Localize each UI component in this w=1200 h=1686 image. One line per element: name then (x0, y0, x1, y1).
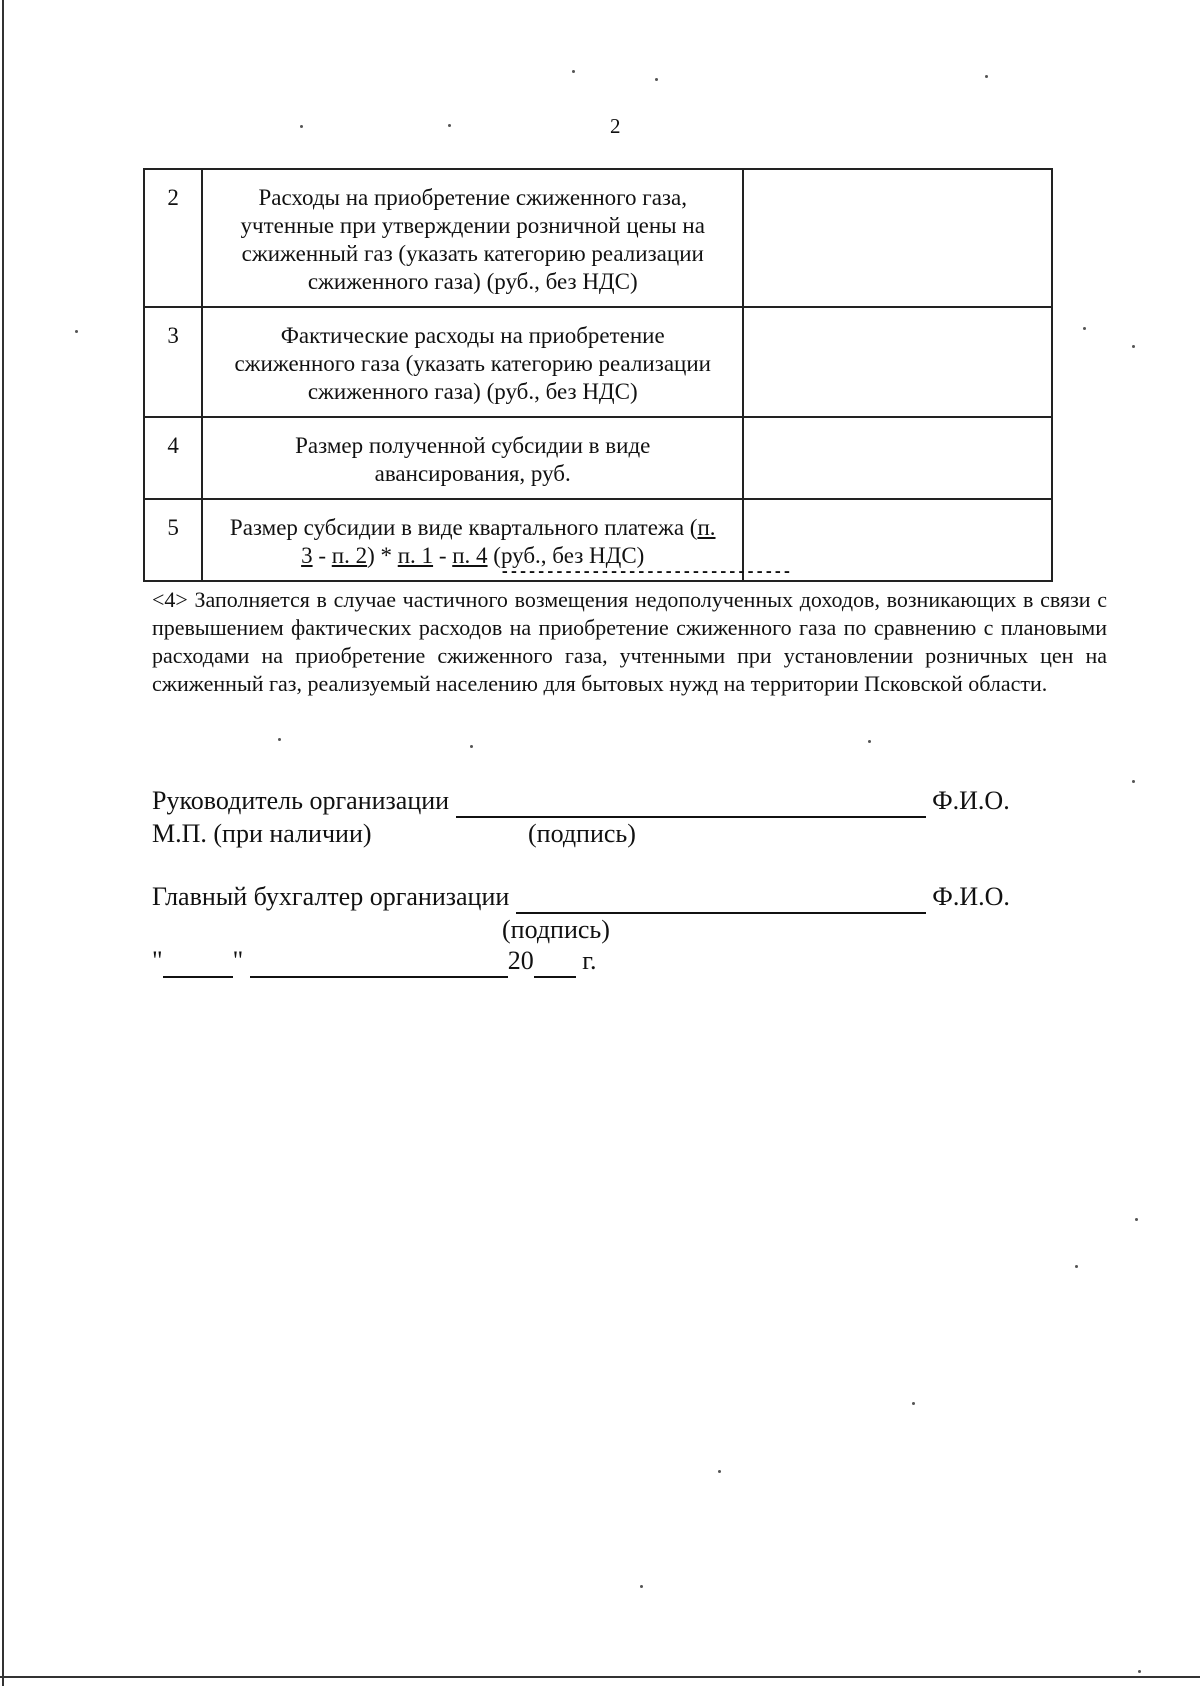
scan-speck (278, 738, 281, 741)
table-row (144, 417, 1052, 499)
row-number: 3 (144, 307, 202, 417)
row-number: 2 (144, 169, 202, 307)
scan-speck (1083, 327, 1086, 330)
page-number: 2 (610, 114, 621, 138)
scan-speck (448, 124, 451, 127)
year-suffix: г. (582, 946, 597, 975)
scan-speck (572, 70, 575, 73)
accountant-signature-line (152, 882, 1010, 914)
description-line: сжиженный газ (указать категорию реализации (241, 241, 704, 266)
scan-speck (655, 78, 658, 81)
accountant-fio: Ф.И.О. (932, 882, 1010, 911)
scan-speck (985, 75, 988, 78)
day-field[interactable] (163, 946, 233, 978)
scan-speck (1132, 780, 1135, 783)
row-description (202, 307, 743, 417)
row-value-cell[interactable] (743, 169, 1052, 307)
formula-ref-link[interactable]: 3 (301, 543, 313, 568)
scan-speck (1135, 1218, 1138, 1221)
accountant-label: Главный бухгалтер организации (152, 882, 510, 911)
scan-speck (300, 125, 303, 128)
scan-speck (912, 1402, 915, 1405)
head-signature-field[interactable] (456, 786, 926, 818)
row-value-cell[interactable] (743, 417, 1052, 499)
head-signature-line (152, 786, 1010, 818)
table-row (144, 169, 1052, 307)
scan-speck (470, 745, 473, 748)
formula-prefix: Размер субсидии в виде квартального платежа ( (229, 515, 698, 540)
formula-ref-link[interactable]: п. (697, 515, 716, 540)
signature-caption: (подпись) (502, 915, 610, 944)
head-label: Руководитель организации (152, 786, 450, 815)
description-line: сжиженного газа (указать категорию реализации (234, 351, 711, 376)
scan-speck (640, 1585, 643, 1588)
head-fio: Ф.И.О. (932, 786, 1010, 815)
scan-speck (75, 330, 78, 333)
row-description (202, 417, 743, 499)
formula-line-1 (215, 514, 730, 542)
formula-operator: ) * (367, 543, 398, 568)
stamp-line (152, 819, 372, 849)
description-line: Размер полученной субсидии в виде (295, 433, 651, 458)
formula-operator: - (433, 543, 453, 568)
description-line: авансирования, руб. (374, 461, 571, 486)
scan-speck (1132, 345, 1135, 348)
form-table (143, 168, 1053, 582)
row-number: 4 (144, 417, 202, 499)
page-border-left (2, 0, 4, 1686)
accountant-signature-field[interactable] (516, 882, 926, 914)
description-line: Расходы на приобретение сжиженного газа, (258, 185, 687, 210)
description-line: учтенные при утверждении розничной цены на (240, 213, 705, 238)
row-number: 5 (144, 499, 202, 581)
year-field[interactable] (534, 946, 576, 978)
footnote-separator: -------------------------------- (500, 563, 792, 581)
quote-close: " (232, 946, 244, 975)
quote-open: " (152, 946, 163, 975)
row-description (202, 169, 743, 307)
scan-speck (1075, 1265, 1078, 1268)
scan-speck (868, 740, 871, 743)
date-line (152, 946, 596, 978)
year-prefix: 20 (507, 946, 534, 975)
signature-caption: (подпись) (528, 819, 636, 848)
description-line: сжиженного газа) (руб., без НДС) (307, 269, 638, 294)
description-line: сжиженного газа) (руб., без НДС) (307, 379, 638, 404)
scan-speck (1138, 1670, 1141, 1673)
page-border-bottom (0, 1676, 1200, 1678)
formula-ref-link[interactable]: п. 4 (452, 543, 488, 568)
stamp-label: М.П. (при наличии) (152, 819, 372, 848)
table-row (144, 307, 1052, 417)
description-line: Фактические расходы на приобретение (280, 323, 665, 348)
formula-suffix: (руб., без НДС) (487, 543, 645, 568)
formula-ref-link[interactable]: п. 2 (331, 543, 368, 568)
formula-ref-link[interactable]: п. 1 (397, 543, 434, 568)
scan-speck (718, 1470, 721, 1473)
month-field[interactable] (250, 946, 508, 978)
formula-operator: - (312, 543, 332, 568)
row-value-cell[interactable] (743, 307, 1052, 417)
footnote-text: <4> Заполняется в случае частичного возмещения недополученных доходов, возникающих в связи с превышением фактических расходов на приобретение сжиженного газа по сравнению с плановыми расходами на приобретение сжиженного газа, учтенными при установлении розничных цен на сжиженный газ, реализуемый населению для бытовых нужд на территории Псковской области. (152, 587, 1107, 696)
